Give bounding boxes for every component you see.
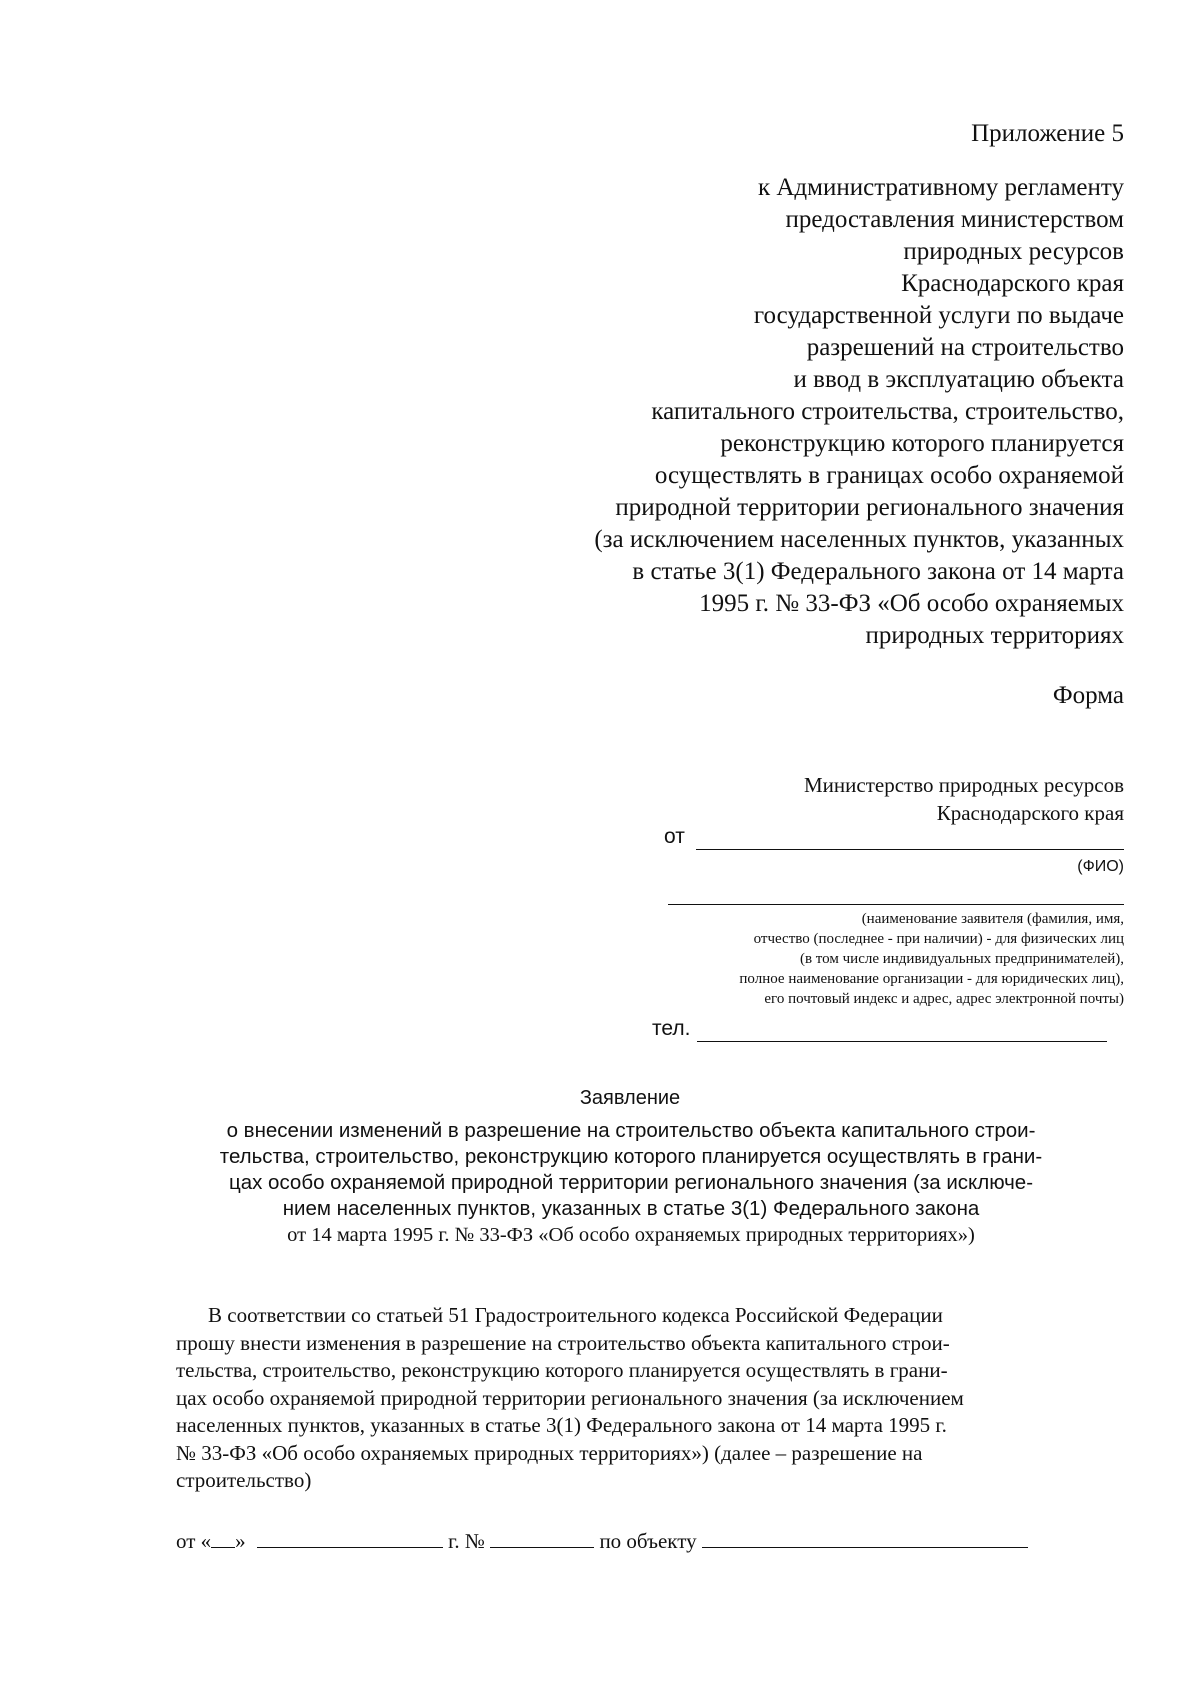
statement-subtitle-line: тельства, строительство, реконструкцию которого планируется осуществлять в грани- xyxy=(219,1145,1043,1168)
statement-subtitle-line: нием населенных пунктов, указанных в статье 3(1) Федерального закона xyxy=(282,1197,980,1220)
regulation-line: капитального строительства, строительство, xyxy=(651,398,1124,425)
applicant-field-line[interactable] xyxy=(668,904,1124,905)
regulation-line: Краснодарского края xyxy=(901,270,1124,297)
regulation-line: осуществлять в границах особо охраняемой xyxy=(654,462,1124,489)
body-line: строительство) xyxy=(176,1468,312,1492)
applicant-caption-line: его почтовый индекс и адрес, адрес электронной почты) xyxy=(764,991,1124,1007)
regulation-line: предоставления министерством xyxy=(785,206,1124,233)
regulation-line: реконструкцию которого планируется xyxy=(720,430,1124,457)
object-field[interactable] xyxy=(702,1527,1028,1548)
appendix-title: Приложение 5 xyxy=(971,120,1124,147)
form-label: Форма xyxy=(1052,682,1124,709)
addressee-block xyxy=(804,771,1124,827)
regulation-line: к Административному регламенту xyxy=(757,174,1124,201)
regulation-line: природных территориях xyxy=(865,622,1124,649)
statement-subtitle-line: о внесении изменений в разрешение на строительство объекта капитального строи- xyxy=(226,1119,1036,1142)
regulation-line: и ввод в эксплуатацию объекта xyxy=(793,366,1124,393)
from-label: от xyxy=(664,825,685,848)
regulation-line: 1995 г. № 33-ФЗ «Об особо охраняемых xyxy=(699,590,1124,617)
permit-reference-line xyxy=(176,1527,1028,1555)
statement-title: Заявление xyxy=(579,1087,681,1109)
date-close-quote: » xyxy=(235,1529,246,1553)
body-line: населенных пунктов, указанных в статье 3(1) Федерального закона от 14 марта 1995 г. xyxy=(176,1413,947,1437)
applicant-caption-line: (наименование заявителя (фамилия, имя, xyxy=(861,911,1124,927)
day-field[interactable] xyxy=(211,1527,235,1548)
month-year-field[interactable] xyxy=(257,1527,443,1548)
body-line: В соответствии со статьей 51 Градостроительного кодекса Российской Федерации xyxy=(208,1303,943,1327)
phone-label: тел. xyxy=(652,1017,691,1040)
applicant-caption-line: полное наименование организации - для юридических лиц), xyxy=(739,971,1124,987)
statement-subtitle-line: цах особо охраняемой природной территории регионального значения (за исключе- xyxy=(228,1171,1034,1194)
body-line: тельства, строительство, реконструкцию которого планируется осуществлять в грани- xyxy=(176,1358,948,1382)
by-object-label: по объекту xyxy=(599,1529,697,1553)
regulation-line: разрешений на строительство xyxy=(806,334,1124,361)
regulation-line: государственной услуги по выдаче xyxy=(753,302,1124,329)
statement-subtitle-line: от 14 марта 1995 г. № 33-ФЗ «Об особо охраняемых природных территориях») xyxy=(287,1224,975,1246)
number-label: г. № xyxy=(448,1529,485,1553)
regulation-reference xyxy=(594,172,1124,652)
regulation-line: природных ресурсов xyxy=(903,238,1124,265)
regulation-line: природной территории регионального значения xyxy=(615,494,1124,521)
fio-field-line[interactable] xyxy=(696,849,1124,850)
ministry-name-line2: Краснодарского края xyxy=(936,801,1124,825)
applicant-caption xyxy=(739,909,1124,1009)
regulation-line: в статье 3(1) Федерального закона от 14 марта xyxy=(632,558,1124,585)
body-line: прошу внести изменения в разрешение на строительство объекта капитального строи- xyxy=(176,1330,950,1355)
applicant-caption-line: отчество (последнее - при наличии) - для физических лиц xyxy=(753,931,1124,947)
phone-field-line[interactable] xyxy=(697,1041,1107,1042)
fio-caption: (ФИО) xyxy=(1077,858,1124,875)
statement-subtitle xyxy=(176,1118,1086,1248)
permit-number-field[interactable] xyxy=(490,1527,594,1548)
regulation-line: (за исключением населенных пунктов, указанных xyxy=(594,526,1124,553)
applicant-caption-line: (в том числе индивидуальных предпринимателей), xyxy=(799,951,1124,967)
date-open-label: от « xyxy=(176,1529,212,1553)
ministry-name-line1: Министерство природных ресурсов xyxy=(803,773,1124,797)
body-line: цах особо охраняемой природной территории регионального значения (за исключением xyxy=(176,1385,964,1410)
body-line: № 33-ФЗ «Об особо охраняемых природных территориях») (далее – разрешение на xyxy=(176,1440,923,1465)
body-paragraph xyxy=(176,1302,1084,1495)
